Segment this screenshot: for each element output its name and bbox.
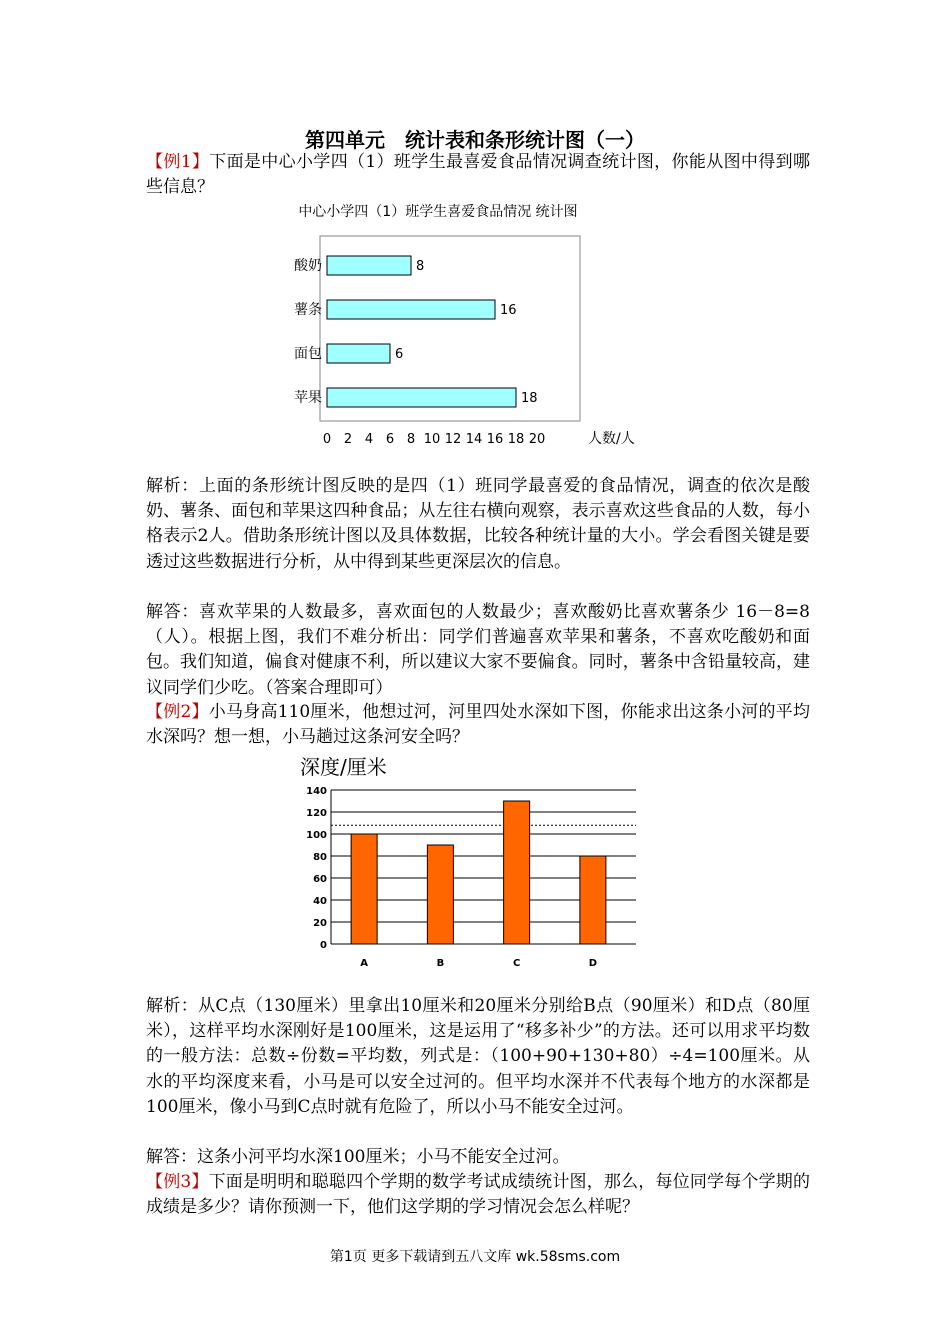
chart1-x-axis-label: 人数/人: [588, 431, 635, 447]
example1-analysis: 解析：上面的条形统计图反映的是四（1）班同学最喜爱的食品情况，调查的依次是酸奶、薯条、面包和苹果这四种食品；从左往右横向观察，表示喜欢这些食品的人数，每小格表示2人。借助条形统计图以及具体数据，比较各种统计量的大小。学会看图关键是要透过这些数据进行分析，从中得到某些更深层次的信息。: [146, 476, 810, 572]
example1-answer: 解答：喜欢苹果的人数最多，喜欢面包的人数最少；喜欢酸奶比喜欢薯条少 16－8=8（人）。根据上图，我们不难分析出：同学们普遍喜欢苹果和薯条，不喜欢吃酸奶和面包。我们知道，偏食对健康不利，所以建议大家不要偏食。同时，薯条中含铅量较高，建议同学们少吃。（答案合理即可）: [146, 602, 810, 698]
example3-question-paragraph: [146, 1170, 810, 1220]
chart1-data-label: 6: [395, 347, 404, 362]
chart1-x-tick-label: 14: [465, 432, 483, 447]
chart2-category-label: D: [588, 958, 598, 969]
chart1-x-tick-label: 8: [406, 432, 416, 447]
chart1-x-tick-label: 18: [507, 432, 525, 447]
chart2-y-tick-label: 0: [320, 940, 327, 951]
water-depth-bar-chart: [296, 748, 656, 978]
chart2-bar: [427, 845, 453, 944]
chart2-y-tick-label: 60: [313, 874, 327, 885]
chart1-category-label: 薯条: [294, 302, 322, 318]
chart1-bar: [327, 344, 390, 363]
example1-question: 下面是中心小学四（1）班学生最喜爱食品情况调查统计图，你能从图中得到哪些信息？: [146, 152, 810, 198]
chart2-bar: [580, 856, 606, 944]
chart2-title: 深度/厘米: [300, 755, 387, 779]
example2-question-paragraph: [146, 700, 810, 750]
chart2-y-tick-label: 140: [306, 786, 327, 797]
chart2-y-tick-label: 80: [313, 852, 327, 863]
page-title: 第四单元 统计表和条形统计图（一）: [305, 128, 645, 152]
chart1-category-label: 酸奶: [294, 258, 322, 274]
chart2-category-label: C: [512, 958, 521, 969]
example3-tag: 【例3】: [146, 1172, 209, 1192]
chart1-x-tick-label: 10: [423, 432, 441, 447]
example2-tag: 【例2】: [146, 702, 209, 722]
chart1-x-tick-label: 2: [343, 432, 353, 447]
chart1-data-label: 18: [521, 391, 538, 406]
chart1-data-label: 8: [416, 259, 425, 274]
chart2-bar: [504, 801, 530, 944]
example2-answer: 解答：这条小河平均水深100厘米；小马不能安全过河。: [146, 1147, 570, 1167]
chart2-category-label: B: [436, 958, 445, 969]
chart1-data-label: 16: [500, 303, 517, 318]
chart1-x-tick-label: 0: [322, 432, 332, 447]
chart2-bar: [351, 834, 377, 944]
chart1-x-tick-label: 4: [364, 432, 374, 447]
chart1-bar: [327, 388, 516, 407]
chart1-bar: [327, 300, 495, 319]
chart1-x-tick-label: 16: [486, 432, 504, 447]
chart2-y-tick-label: 20: [313, 918, 327, 929]
chart1-x-tick-label: 20: [528, 432, 546, 447]
chart1-x-tick-label: 12: [444, 432, 462, 447]
page-footer: 第1页 更多下载请到五八文库 wk.58sms.com: [329, 1249, 621, 1265]
chart2-y-tick-label: 100: [306, 830, 327, 841]
example1-tag: 【例1】: [146, 152, 210, 172]
example3-question: 下面是明明和聪聪四个学期的数学考试成绩统计图，那么，每位同学每个学期的成绩是多少？请你预测一下，他们这学期的学习情况会怎么样呢？: [146, 1172, 810, 1218]
chart1-title: 中心小学四（1）班学生喜爱食品情况 统计图: [298, 204, 578, 220]
chart2-y-tick-label: 40: [313, 896, 327, 907]
chart1-category-label: 苹果: [294, 390, 322, 406]
chart1-x-tick-label: 6: [385, 432, 395, 447]
chart2-y-tick-label: 120: [306, 808, 327, 819]
food-preference-bar-chart: [268, 196, 635, 456]
example1-question-paragraph: [146, 150, 810, 200]
chart1-category-label: 面包: [294, 346, 322, 362]
chart2-category-label: A: [360, 958, 368, 969]
example2-analysis: 解析：从C点（130厘米）里拿出10厘米和20厘米分别给B点（90厘米）和D点（80厘米），这样平均水深刚好是100厘米，这是运用了“移多补少”的方法。还可以用求平均数的一般方法：总数÷份数=平均数，列式是：（100+90+130+80）÷4=100厘米。从水的平均深度来看，小马是可以安全过河的。但平均水深并不代表每个地方的水深都是100厘米，像小马到C点时就有危险了，所以小马不能安全过河。: [146, 996, 810, 1117]
example2-question: 小马身高110厘米，他想过河，河里四处水深如下图，你能求出这条小河的平均水深吗？想一想，小马趟过这条河安全吗？: [146, 702, 810, 748]
chart1-bar: [327, 256, 411, 275]
